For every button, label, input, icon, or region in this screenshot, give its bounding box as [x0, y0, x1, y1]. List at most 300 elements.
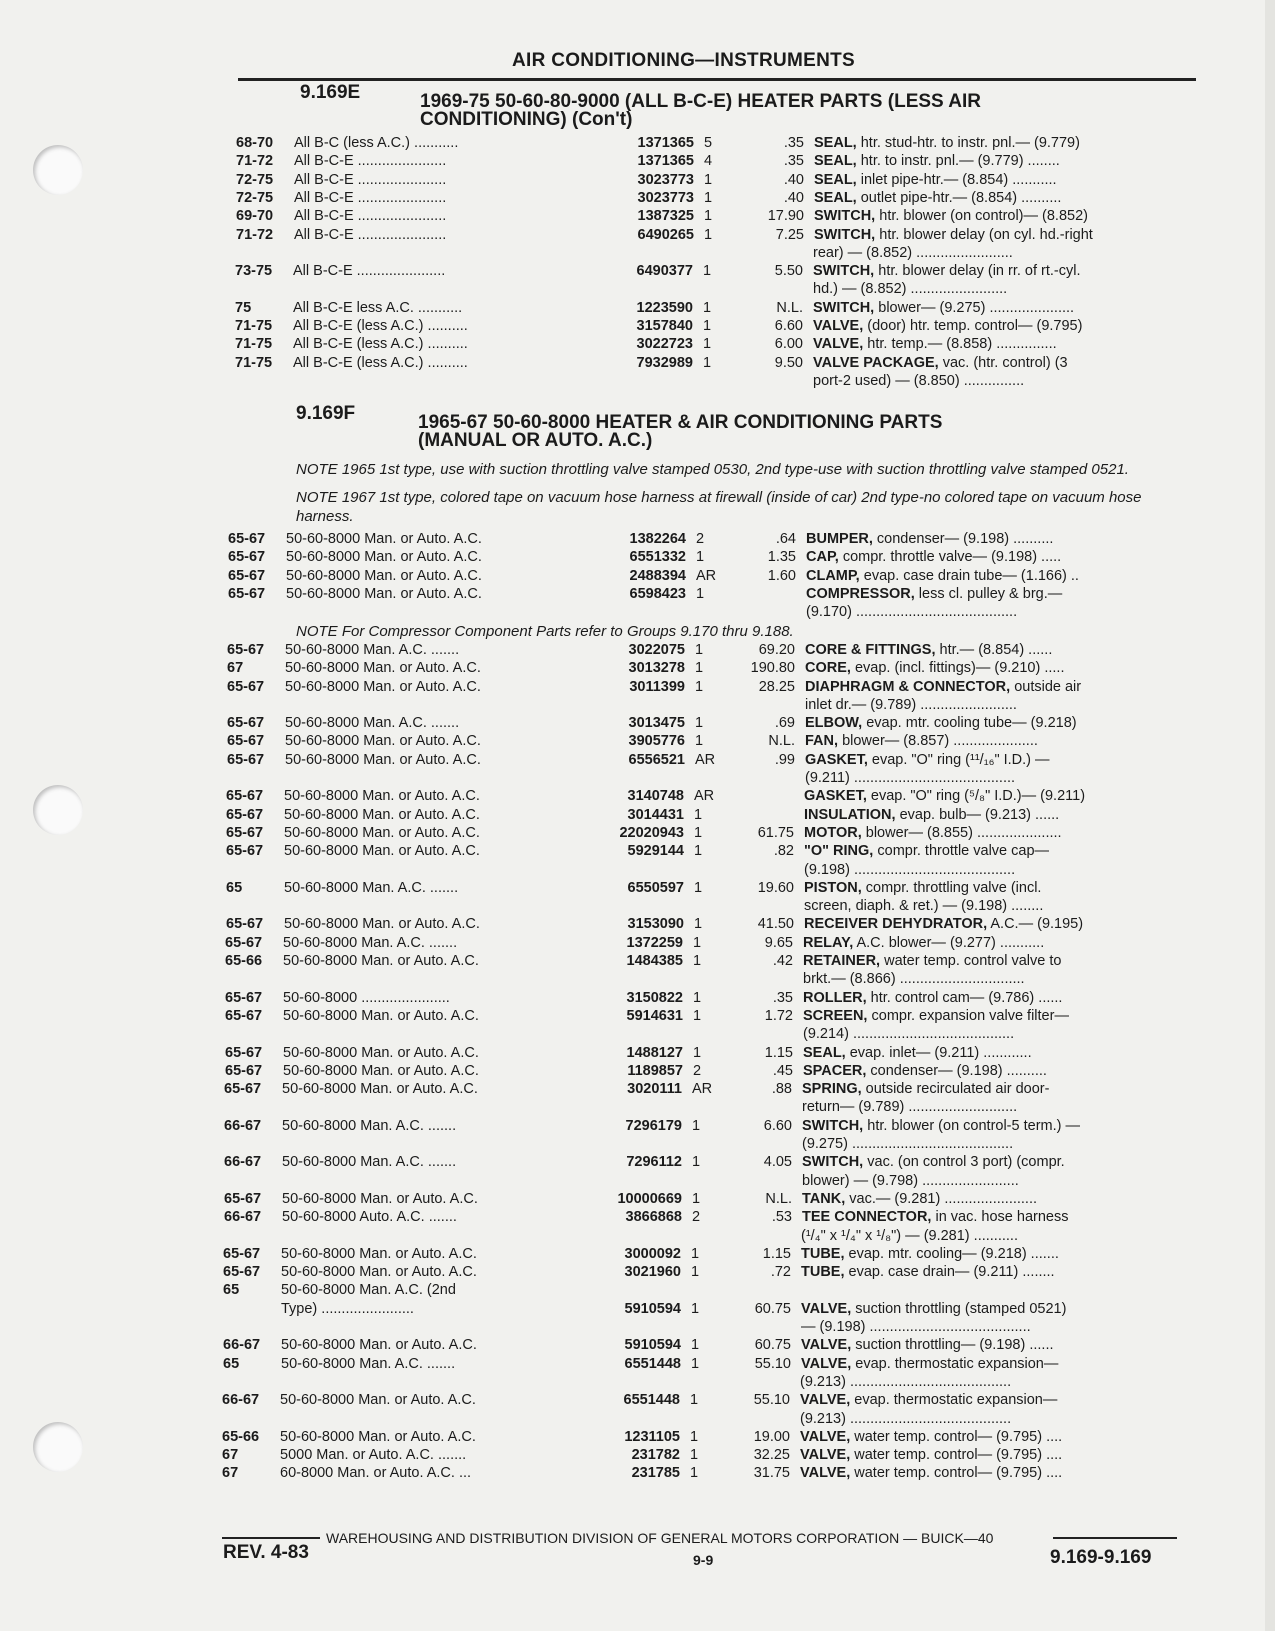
part-detail: evap. case drain tube— (1.166) .. [863, 568, 1079, 584]
quantity: AR [695, 752, 716, 768]
model-years: 65-67 [224, 1081, 262, 1097]
list-price: 190.80 [750, 660, 795, 676]
description [800, 1373, 1011, 1392]
quantity: 1 [692, 1191, 701, 1207]
description [814, 207, 1088, 226]
quantity: 1 [693, 1045, 702, 1061]
application: All B-C-E ...................... [294, 153, 447, 169]
application: 50-60-8000 Man. or Auto. A.C. [285, 752, 481, 768]
part-number: 7932989 [636, 355, 693, 371]
part-detail: water temp. control— (9.795) .... [854, 1429, 1063, 1445]
description [805, 732, 1038, 751]
parts-row [0, 970, 1265, 989]
application: 50-60-8000 Man. or Auto. A.C. [281, 1337, 477, 1353]
part-number: 3157840 [636, 318, 693, 334]
part-detail: water temp. control valve to [884, 953, 1062, 969]
model-years: 71-75 [235, 355, 273, 371]
description [805, 714, 1077, 733]
part-detail: outlet pipe-htr.— (8.854) .......... [860, 190, 1062, 206]
parts-row [0, 335, 1265, 354]
model-years: 65-67 [225, 1045, 263, 1061]
description [802, 1172, 1019, 1191]
part-name: VALVE, [801, 1356, 852, 1372]
parts-row [0, 989, 1265, 1008]
part-number: 3023773 [637, 190, 694, 206]
part-detail: (door) htr. temp. control— (9.795) [867, 318, 1083, 334]
list-price: 1.15 [764, 1045, 793, 1061]
part-detail: htr.— (8.854) ...... [939, 642, 1053, 658]
part-detail: A.C.— (9.195) [990, 916, 1084, 932]
description [814, 152, 1060, 171]
application: 50-60-8000 Man. A.C. ....... [282, 1118, 457, 1134]
parts-row [0, 696, 1265, 715]
quantity: 1 [703, 318, 712, 334]
quantity: 2 [693, 1063, 702, 1079]
model-years: 65-67 [228, 568, 266, 584]
description [801, 1263, 1055, 1282]
model-years: 65-67 [225, 1008, 263, 1024]
application: 50-60-8000 Man. or Auto. A.C. [286, 568, 482, 584]
list-price: .82 [773, 843, 794, 859]
list-price: 61.75 [757, 825, 794, 841]
quantity: 1 [690, 1447, 699, 1463]
section-title: 1969-75 50-60-80-9000 (ALL B-C-E) HEATER PARTS (LESS AIR [420, 91, 982, 112]
part-number: 6550597 [627, 880, 684, 896]
application: 50-60-8000 Man. or Auto. A.C. [281, 1264, 477, 1280]
quantity: 1 [693, 935, 702, 951]
quantity: 1 [694, 825, 703, 841]
part-number: 2488394 [629, 568, 686, 584]
description [802, 1190, 1037, 1209]
description [804, 879, 1041, 898]
part-name: SWITCH, [813, 263, 875, 279]
description [814, 226, 1093, 245]
quantity: 1 [695, 733, 704, 749]
part-detail: blower— (8.857) ..................... [842, 733, 1038, 749]
model-years: 65-67 [226, 843, 264, 859]
footer-rule [1053, 1537, 1177, 1539]
part-number: 3022075 [628, 642, 685, 658]
parts-row [0, 548, 1265, 567]
model-years: 65-67 [226, 807, 264, 823]
part-number: 1371365 [637, 135, 694, 151]
quantity: 1 [704, 208, 713, 224]
part-number: 6551332 [629, 549, 686, 565]
parts-row [0, 787, 1265, 806]
part-name: VALVE, [800, 1392, 851, 1408]
part-name: TUBE, [801, 1264, 845, 1280]
part-name: SEAL, [814, 172, 857, 188]
application: 50-60-8000 Man. or Auto. A.C. [282, 1081, 478, 1097]
application: 50-60-8000 Auto. A.C. ....... [282, 1209, 457, 1225]
quantity: 1 [694, 880, 703, 896]
part-name: INSULATION, [804, 807, 896, 823]
part-number: 3000092 [624, 1246, 681, 1262]
model-years: 68-70 [236, 135, 274, 151]
part-name: VALVE PACKAGE, [813, 355, 939, 371]
part-name: SPACER, [803, 1063, 867, 1079]
parts-row [0, 1044, 1265, 1063]
quantity: 2 [692, 1209, 701, 1225]
model-years: 75 [235, 300, 252, 316]
part-detail: evap. "O" ring (⁵/₈" I.D.)— (9.211) [870, 788, 1086, 804]
parts-row [0, 134, 1265, 153]
part-name: TUBE, [801, 1246, 845, 1262]
description [813, 280, 1007, 299]
part-detail: htr. blower delay (in rr. of rt.-cyl. [878, 263, 1081, 279]
part-number: 3022723 [636, 336, 693, 352]
model-years: 66-67 [223, 1337, 261, 1353]
application: All B-C-E ...................... [294, 190, 447, 206]
revision-date: REV. 4-83 [223, 1542, 309, 1563]
application: 50-60-8000 Man. or Auto. A.C. [284, 807, 480, 823]
part-detail: htr. to instr. pnl.— (9.779) ........ [860, 153, 1060, 169]
part-detail: blower— (8.855) ..................... [865, 825, 1062, 841]
parts-row [0, 262, 1265, 281]
part-number: 1223590 [636, 300, 693, 316]
model-years: 65-67 [226, 825, 264, 841]
description [813, 299, 1074, 318]
application: 50-60-8000 Man. or Auto. A.C. [281, 1246, 477, 1262]
part-detail: evap. bulb— (9.213) ...... [899, 807, 1060, 823]
description [813, 354, 1068, 373]
description [804, 787, 1085, 806]
list-price: 1.72 [764, 1008, 793, 1024]
quantity: 1 [690, 1465, 699, 1481]
list-price: 55.10 [753, 1392, 790, 1408]
parts-row [0, 1153, 1265, 1172]
part-number: 6490265 [637, 227, 694, 243]
application: 50-60-8000 Man. or Auto. A.C. [282, 1191, 478, 1207]
description [814, 134, 1080, 153]
application: 50-60-8000 Man. A.C. ....... [282, 1154, 457, 1170]
parts-row [0, 354, 1265, 373]
description [803, 1044, 1032, 1063]
application: 50-60-8000 Man. A.C. ....... [284, 880, 459, 896]
description [802, 1153, 1065, 1172]
parts-row [0, 769, 1265, 788]
description [804, 824, 1062, 843]
model-years: 72-75 [236, 172, 274, 188]
quantity: 1 [691, 1246, 700, 1262]
quantity: 5 [704, 135, 713, 151]
quantity: 1 [691, 1301, 700, 1317]
model-years: 66-67 [224, 1154, 262, 1170]
part-name: CORE & FITTINGS, [805, 642, 936, 658]
part-name: SWITCH, [802, 1154, 864, 1170]
part-number: 1231105 [624, 1429, 680, 1445]
quantity: 1 [690, 1429, 699, 1445]
part-name: VALVE, [800, 1447, 851, 1463]
description [806, 530, 1053, 549]
parts-row [0, 317, 1265, 336]
part-detail: compr. throttle valve cap— [877, 843, 1050, 859]
parts-row [0, 171, 1265, 190]
model-years: 65-67 [225, 990, 263, 1006]
part-detail: (¹/₄" x ¹/₄" x ¹/₈") — (9.281) ........... [801, 1228, 1018, 1244]
part-name: VALVE, [801, 1337, 852, 1353]
part-number: 5929144 [627, 843, 684, 859]
parts-row [0, 1208, 1265, 1227]
parts-row [0, 659, 1265, 678]
part-number: 1189857 [627, 1063, 683, 1079]
part-name: ELBOW, [805, 715, 863, 731]
parts-row [0, 207, 1265, 226]
quantity: 1 [704, 190, 713, 206]
part-detail: vac. (on control 3 port) (compr. [867, 1154, 1065, 1170]
part-number: 3013475 [628, 715, 685, 731]
model-years: 65-67 [227, 733, 265, 749]
part-name: TANK, [802, 1191, 846, 1207]
application: 50-60-8000 Man. or Auto. A.C. [285, 679, 481, 695]
part-number: 3020111 [627, 1081, 682, 1097]
part-detail: condenser— (9.198) .......... [870, 1063, 1047, 1079]
title-rule [238, 78, 1196, 81]
model-years: 72-75 [236, 190, 274, 206]
parts-row [0, 530, 1265, 549]
parts-row [0, 372, 1265, 391]
quantity: 1 [694, 807, 703, 823]
parts-row [0, 915, 1265, 934]
description [803, 1025, 1014, 1044]
description [800, 1464, 1062, 1483]
application: All B-C-E ...................... [294, 208, 447, 224]
model-years: 65-67 [228, 531, 266, 547]
part-name: SWITCH, [814, 227, 876, 243]
part-name: MOTOR, [804, 825, 862, 841]
application: 50-60-8000 Man. or Auto. A.C. [280, 1392, 476, 1408]
list-price: 32.25 [753, 1447, 790, 1463]
part-detail: evap. mtr. cooling— (9.218) ....... [848, 1246, 1059, 1262]
parts-row [0, 1336, 1265, 1355]
description [802, 1098, 1017, 1117]
quantity: 1 [703, 300, 712, 316]
list-price: 1.35 [767, 549, 796, 565]
description [804, 806, 1059, 825]
description [802, 1208, 1068, 1227]
part-name: RETAINER, [803, 953, 881, 969]
parts-row [0, 1172, 1265, 1191]
part-detail: evap. thermostatic expansion— [854, 1392, 1058, 1408]
list-price: .53 [771, 1209, 792, 1225]
part-detail: less cl. pulley & brg.— [918, 586, 1063, 602]
part-detail: outside air [1014, 679, 1082, 695]
part-detail: blower— (9.275) ..................... [878, 300, 1075, 316]
quantity: AR [696, 568, 717, 584]
section-code: 9.169F [296, 403, 356, 424]
part-name: CORE, [805, 660, 851, 676]
part-detail: port-2 used) — (8.850) ............... [813, 373, 1025, 389]
description [800, 1428, 1062, 1447]
part-name: ROLLER, [803, 990, 867, 1006]
list-price: 28.25 [758, 679, 795, 695]
description [813, 244, 1013, 263]
part-number: 3023773 [637, 172, 694, 188]
section-note: NOTE 1967 1st type, colored tape on vacuum hose harness at firewall (inside of car) 2nd type-no colored tape on vacuum hose harness. [296, 489, 1142, 525]
part-name: SEAL, [814, 135, 857, 151]
description [801, 1227, 1018, 1246]
application: All B-C-E (less A.C.) .......... [293, 355, 468, 371]
part-number: 22020943 [619, 825, 684, 841]
part-name: SWITCH, [813, 300, 875, 316]
model-years: 65-66 [225, 953, 263, 969]
parts-row [0, 1373, 1265, 1392]
part-name: SEAL, [814, 190, 857, 206]
list-price: .99 [774, 752, 795, 768]
part-detail: suction throttling— (9.198) ...... [855, 1337, 1054, 1353]
parts-row [0, 1227, 1265, 1246]
parts-row [0, 280, 1265, 299]
parts-row [0, 1263, 1265, 1282]
parts-row [0, 952, 1265, 971]
parts-row [0, 1135, 1265, 1154]
list-price: 19.60 [757, 880, 794, 896]
model-years: 67 [222, 1465, 239, 1481]
parts-row [0, 1080, 1265, 1099]
model-years: 65-67 [224, 1191, 262, 1207]
application: 50-60-8000 Man. A.C. ....... [285, 642, 460, 658]
model-years: 65-67 [227, 679, 265, 695]
model-years: 65-67 [225, 1063, 263, 1079]
part-name: SCREEN, [803, 1008, 868, 1024]
description [805, 769, 1015, 788]
description [801, 1300, 1066, 1319]
part-detail: outside recirculated air door- [865, 1081, 1050, 1097]
quantity: 1 [690, 1392, 699, 1408]
part-detail: (9.275) ........................................ [802, 1136, 1014, 1152]
part-number: 1382264 [629, 531, 686, 547]
application: 50-60-8000 Man. or Auto. A.C. [280, 1429, 476, 1445]
description [805, 659, 1064, 678]
part-detail: compr. throttle valve— (9.198) ..... [842, 549, 1062, 565]
list-price: N.L. [765, 1191, 792, 1207]
part-name: SEAL, [814, 153, 857, 169]
part-number: 231785 [631, 1465, 680, 1481]
quantity: 1 [704, 172, 713, 188]
parts-row [0, 1007, 1265, 1026]
model-years: 65-67 [226, 916, 264, 932]
model-years: 66-67 [224, 1209, 262, 1225]
description [805, 678, 1081, 697]
model-years: 65-67 [227, 752, 265, 768]
part-detail: htr. blower delay (on cyl. hd.-right [879, 227, 1093, 243]
model-years: 65 [223, 1282, 240, 1298]
part-detail: brkt.— (8.866) ............................... [803, 971, 1025, 987]
part-name: GASKET, [804, 788, 867, 804]
list-price: N.L. [768, 733, 795, 749]
application: All B-C-E less A.C. ........... [293, 300, 463, 316]
quantity: 1 [691, 1356, 700, 1372]
application: 50-60-8000 Man. or Auto. A.C. [286, 549, 482, 565]
parts-row [0, 751, 1265, 770]
parts-row [0, 1190, 1265, 1209]
parts-row [0, 603, 1265, 622]
application: 5000 Man. or Auto. A.C. ....... [280, 1447, 467, 1463]
model-years: 73-75 [235, 263, 273, 279]
description [806, 548, 1061, 567]
list-price: 6.60 [763, 1118, 792, 1134]
parts-row [0, 714, 1265, 733]
parts-row [0, 299, 1265, 318]
quantity: 1 [703, 355, 712, 371]
quantity: 1 [704, 227, 713, 243]
part-detail: inlet pipe-htr.— (8.854) ........... [860, 172, 1057, 188]
list-price: .72 [770, 1264, 791, 1280]
description [805, 641, 1052, 660]
parts-row [0, 1062, 1265, 1081]
list-price: 19.00 [753, 1429, 790, 1445]
description [801, 1245, 1059, 1264]
page-number: 9-9 [693, 1552, 714, 1568]
part-detail: evap. (incl. fittings)— (9.210) ..... [854, 660, 1065, 676]
part-number: 5910594 [624, 1301, 681, 1317]
part-detail: htr. stud-htr. to instr. pnl.— (9.779) [860, 135, 1080, 151]
model-years: 71-72 [236, 153, 274, 169]
application: All B-C-E ...................... [294, 172, 447, 188]
quantity: 1 [695, 679, 704, 695]
model-years: 69-70 [236, 208, 274, 224]
part-detail: vac. (htr. control) (3 [942, 355, 1068, 371]
part-detail: (9.211) ........................................ [805, 770, 1016, 786]
model-years: 65-67 [223, 1264, 261, 1280]
application: All B-C-E (less A.C.) .......... [293, 336, 468, 352]
application: All B-C-E ...................... [293, 263, 446, 279]
model-years: 65-67 [227, 642, 265, 658]
description [803, 934, 1044, 953]
part-name: VALVE, [801, 1301, 852, 1317]
part-name: TEE CONNECTOR, [802, 1209, 932, 1225]
description [803, 970, 1025, 989]
part-name: COMPRESSOR, [806, 586, 915, 602]
application: 50-60-8000 Man. or Auto. A.C. [283, 953, 479, 969]
part-detail: return— (9.789) ........................... [802, 1099, 1018, 1115]
part-name: CAP, [806, 549, 839, 565]
description [800, 1391, 1057, 1410]
part-detail: condenser— (9.198) .......... [876, 531, 1054, 547]
parts-row [0, 567, 1265, 586]
part-detail: evap. thermostatic expansion— [855, 1356, 1059, 1372]
list-price: 69.20 [758, 642, 795, 658]
model-years: 66-67 [222, 1392, 260, 1408]
part-number: 6551448 [624, 1356, 681, 1372]
quantity: 1 [692, 1154, 701, 1170]
list-price: 4.05 [763, 1154, 792, 1170]
parts-row [0, 1281, 1265, 1300]
part-detail: htr. blower (on control)— (8.852) [879, 208, 1088, 224]
section-title-continued: CONDITIONING) (Con't) [420, 109, 633, 130]
application: 50-60-8000 Man. or Auto. A.C. [284, 843, 480, 859]
part-detail: inlet dr.— (9.789) ........................ [805, 697, 1017, 713]
model-years: 66-67 [224, 1118, 262, 1134]
description [804, 861, 1015, 880]
model-years: 67 [227, 660, 244, 676]
part-name: CLAMP, [806, 568, 860, 584]
section-code: 9.169E [300, 82, 361, 103]
part-number: 7296179 [625, 1118, 682, 1134]
parts-row [0, 1318, 1265, 1337]
description [804, 915, 1083, 934]
parts-row [0, 1025, 1265, 1044]
application: All B-C-E (less A.C.) .......... [293, 318, 468, 334]
part-number: 6490377 [636, 263, 693, 279]
part-number: 1484385 [626, 953, 683, 969]
parts-row [0, 732, 1265, 751]
part-detail: htr. control cam— (9.786) ...... [870, 990, 1063, 1006]
list-price: 60.75 [754, 1301, 791, 1317]
parts-row [0, 1098, 1265, 1117]
description [800, 1410, 1011, 1429]
parts-row [0, 934, 1265, 953]
